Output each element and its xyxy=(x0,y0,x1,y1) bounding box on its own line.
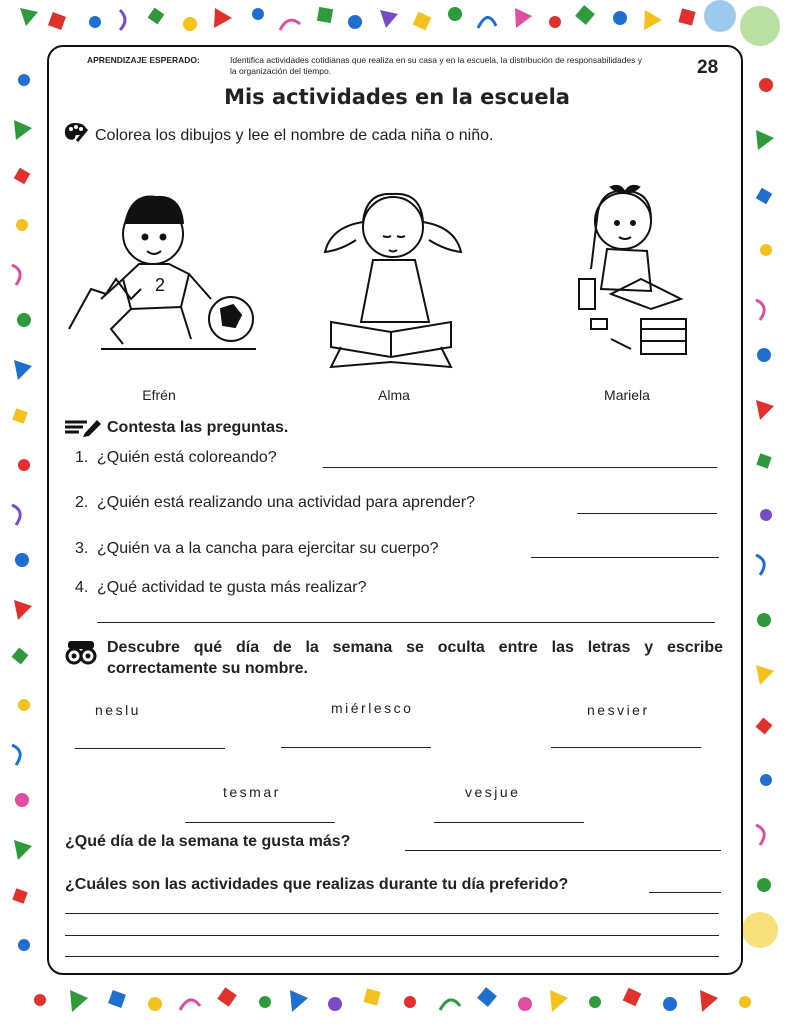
page-title: Mis actividades en la escuela xyxy=(224,85,570,109)
answer-line-3[interactable] xyxy=(531,557,719,558)
scrambled-word-1: neslu xyxy=(95,702,141,718)
question-2: ¿Quién está realizando una actividad para aprender? xyxy=(97,494,476,511)
answer-line-1[interactable] xyxy=(323,467,717,468)
scrambled-answer-line-3[interactable] xyxy=(551,747,701,748)
scrambled-answer-line-1[interactable] xyxy=(75,748,225,749)
favorite-day-answer-line[interactable] xyxy=(405,850,721,851)
pencil-lines-icon xyxy=(63,417,103,442)
girl-reading-icon xyxy=(311,172,471,377)
scrambled-answer-line-2[interactable] xyxy=(281,747,431,748)
question-number-1: 1. xyxy=(75,449,89,466)
scrambled-answer-line-5[interactable] xyxy=(434,822,584,823)
svg-text:2: 2 xyxy=(155,275,166,295)
activities-answer-line-2[interactable] xyxy=(65,935,719,936)
favorite-day-question: ¿Qué día de la semana te gusta más? xyxy=(65,833,351,850)
coloring-instruction: Colorea los dibujos y lee el nombre de cada niña o niño. xyxy=(95,127,494,144)
question-number-4: 4. xyxy=(75,579,89,596)
expected-learning-label: APRENDIZAJE ESPERADO: xyxy=(87,55,200,65)
activities-answer-line-1[interactable] xyxy=(65,913,719,914)
palette-icon xyxy=(63,121,89,148)
binoculars-icon xyxy=(65,639,97,670)
day-instruction: Descubre qué día de la semana se oculta entre las letras y escribe correctamente su nombre. xyxy=(107,639,723,677)
question-number-3: 3. xyxy=(75,540,89,557)
scrambled-word-3: nesvier xyxy=(587,702,650,718)
question-4: ¿Qué actividad te gusta más realizar? xyxy=(97,579,367,596)
child-name-efren: Efrén xyxy=(142,387,176,403)
boy-soccer-icon xyxy=(61,179,261,364)
answer-line-2[interactable] xyxy=(577,513,717,514)
question-number-2: 2. xyxy=(75,494,89,511)
page-number: 28 xyxy=(697,57,719,78)
child-name-mariela: Mariela xyxy=(604,387,650,403)
expected-learning-text: Identifica actividades cotidianas que realiza en su casa y en la escuela, la distribución de responsabilidades y la organización del tiempo. xyxy=(230,55,643,76)
worksheet xyxy=(47,45,743,975)
scrambled-word-2: miérlesco xyxy=(331,700,414,716)
question-3: ¿Quién va a la cancha para ejercitar su cuerpo? xyxy=(97,540,439,557)
answer-line-4[interactable] xyxy=(97,622,715,623)
scrambled-word-5: vesjue xyxy=(465,784,521,800)
child-name-alma: Alma xyxy=(378,387,410,403)
question-1: ¿Quién está coloreando? xyxy=(97,449,277,466)
activities-answer-line-3[interactable] xyxy=(65,956,719,957)
answer-instruction: Contesta las preguntas. xyxy=(107,419,289,436)
girl-studying-icon xyxy=(571,179,691,369)
scrambled-answer-line-4[interactable] xyxy=(185,822,335,823)
activities-question: ¿Cuáles son las actividades que realizas durante tu día preferido? xyxy=(65,876,569,893)
scrambled-word-4: tesmar xyxy=(223,784,281,800)
activities-answer-line-0[interactable] xyxy=(649,892,721,893)
